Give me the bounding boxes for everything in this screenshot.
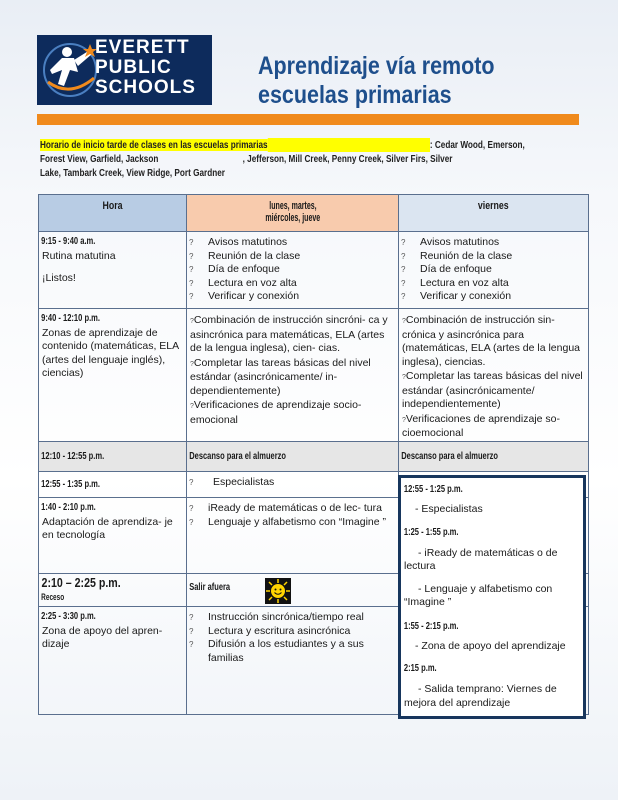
fri-item-5: - Salida temprano: Viernes de mejora del aprendizaje xyxy=(404,683,557,709)
fri-item-2: - iReady de matemáticas o de lectura xyxy=(404,546,558,572)
row1-weekdays: ? Avisos matutinos ? Reunión de la clase ? Día de enfoque ? Lectura en voz alta ? Verificar y conexión xyxy=(187,232,399,309)
row5-lmj1: iReady de matemáticas o de lec- tura xyxy=(208,502,382,514)
list-item: Lectura en voz alta xyxy=(208,276,297,289)
row4-lmj: Especialistas xyxy=(213,476,275,488)
list-item: Día de enfoque xyxy=(420,263,492,275)
row1-friday: ? Avisos matutinos ? Reunión de la clase ? Día de enfoque ? Lectura en voz alta ? Verificar y conexión xyxy=(399,232,589,309)
row6-time-cell xyxy=(39,574,187,607)
row6-weekdays xyxy=(187,574,399,607)
row4-time-cell xyxy=(39,472,187,498)
fri-item-3: - Lenguaje y alfabetismo con “Imagine ” xyxy=(404,582,553,608)
row3-time: 12:10 - 12:55 p.m. xyxy=(41,450,105,462)
row2-weekdays: ?Combinación de instrucción sincróni- ca y asincrónica para matemáticas, ELA (artes de la lengua inglesa), cien- cias. ?Completar las tareas básicas del nivel estándar (asincrónicamente/ in- dependientemente) ?Verificaciones de aprendizaje socio- emocional xyxy=(187,309,399,442)
list-item: Difusión a los estudiantes y a sus familias xyxy=(208,638,364,664)
district-logo xyxy=(37,35,212,105)
row4-weekdays: ? Especialistas xyxy=(187,472,399,498)
row7-time-cell xyxy=(39,607,187,715)
header-viernes: viernes xyxy=(399,195,589,232)
row2-lmj-p1: Combinación de instrucción sincróni- ca y asincrónica para matemáticas, ELA (artes de la lengua inglesa), cien- cias. xyxy=(190,314,388,354)
header-weekdays: lunes, martes, miércoles, jueve xyxy=(187,195,399,232)
row2-lmj-p2: Completar las tareas básicas del nivel estándar (asincrónicamente/ in- dependientemente) xyxy=(190,356,371,397)
row4-time: 12:55 - 1:35 p.m. xyxy=(41,478,100,490)
title-line-1: Aprendizaje vía remoto xyxy=(258,52,495,80)
table-row xyxy=(39,309,589,442)
row3-friday xyxy=(399,442,589,472)
list-item: Verificar y conexión xyxy=(208,290,300,302)
row6-time: 2:10 – 2:25 p.m. xyxy=(41,576,121,590)
row2-label: Zonas de aprendizaje de contenido (matemáticas, ELA (artes del lenguaje inglés), ciencias) xyxy=(42,326,179,379)
row7-label: Zona de apoyo del apren- dizaje xyxy=(42,624,163,650)
row6-sub: Receso xyxy=(41,591,65,602)
fri-time-1: 12:55 - 1:25 p.m. xyxy=(403,483,463,495)
row1-time-cell xyxy=(39,232,187,309)
header-row xyxy=(39,195,589,232)
fri-time-4: 2:15 p.m. xyxy=(403,662,437,674)
note-part3: , Jefferson, Mill Creek, Penny Creek, Silver Firs, Silver xyxy=(242,153,453,165)
row2-time: 9:40 - 12:10 p.m. xyxy=(41,312,100,324)
row3-time-cell xyxy=(39,442,187,472)
row5-lmj2: Lenguaje y alfabetismo con “Imagine ” xyxy=(208,515,387,528)
row5-label: Adaptación de aprendiza- je en tecnología xyxy=(42,515,173,541)
late-start-note xyxy=(40,138,525,180)
list-item: Avisos matutinos xyxy=(420,236,500,248)
row1-sublabel: ¡Listos! xyxy=(42,272,76,284)
list-item: Lectura y escritura asincrónica xyxy=(208,624,351,637)
list-item: Lectura en voz alta xyxy=(420,276,509,289)
row2-time-cell xyxy=(39,309,187,442)
header-hora: Hora xyxy=(39,195,187,232)
list-item: Reunión de la clase xyxy=(420,249,513,262)
note-part4: Lake, Tambark Creek, View Ridge, Port Gardner xyxy=(40,167,225,179)
row1-time: 9:15 - 9:40 a.m. xyxy=(41,235,96,247)
table-row xyxy=(39,232,589,309)
list-item: Reunión de la clase xyxy=(208,249,301,262)
logo-line-3: SCHOOLS xyxy=(95,77,196,98)
fri-item-1: - Especialistas xyxy=(415,503,483,515)
note-part2: Forest View, Garfield, Jackson xyxy=(40,153,159,165)
row3-vie: Descanso para el almuerzo xyxy=(401,451,498,462)
list-item: Día de enfoque xyxy=(208,263,280,275)
row5-weekdays: ? iReady de matemáticas o de lec- tura ? Lenguaje y alfabetismo con “Imagine ” xyxy=(187,498,399,574)
row6-lmj: Salir afuera xyxy=(189,582,231,593)
row7-weekdays: ? Instrucción sincrónica/tiempo real ? Lectura y escritura asincrónica ? Difusión a los estudiantes y a sus familias xyxy=(187,607,399,715)
logo-line-2: PUBLIC xyxy=(95,57,172,78)
friday-afternoon-box xyxy=(398,475,586,719)
note-highlight: Horario de inicio tarde de clases en las escuelas primarias xyxy=(40,139,268,151)
row5-time-cell xyxy=(39,498,187,574)
note-part1: : Cedar Wood, Emerson, xyxy=(429,139,525,151)
row2-friday: ?Combinación de instrucción sin- crónica y asincrónica para (matemáticas, ELA (artes de la lengua inglesa), ciencias. ?Completar las tareas básicas del nivel estándar (asincrónicamente/ independientemente) ?Verificaciones de aprendizaje so- cioemocional xyxy=(399,309,589,442)
fri-time-2: 1:25 - 1:55 p.m. xyxy=(403,525,459,538)
row1-label: Rutina matutina xyxy=(42,249,116,262)
list-item: Verificar y conexión xyxy=(420,290,512,302)
list-item: Instrucción sincrónica/tiempo real xyxy=(208,611,364,623)
row2-vie-p2: Completar las tareas básicas del nivel estándar (asincrónicamente/ independientemente) xyxy=(402,370,583,410)
row5-time: 1:40 - 2:10 p.m. xyxy=(41,501,96,513)
logo-text xyxy=(95,38,196,98)
smiley-sun-icon xyxy=(265,578,291,604)
logo-line-1: EVERETT xyxy=(95,37,190,58)
row3-lmj: Descanso para el almuerzo xyxy=(189,451,286,462)
orange-divider xyxy=(37,114,579,125)
row2-vie-p3: Verificaciones de aprendizaje so- cioemocional xyxy=(402,412,560,439)
row2-vie-p1: Combinación de instrucción sin- crónica y asincrónica para (matemáticas, ELA (artes de la lengua inglesa), ciencias. xyxy=(402,314,581,368)
table-row xyxy=(39,442,589,472)
row3-weekdays xyxy=(187,442,399,472)
page-title xyxy=(258,52,495,110)
list-item: Avisos matutinos xyxy=(208,236,288,248)
fri-item-4: - Zona de apoyo del aprendizaje xyxy=(415,639,566,652)
title-line-2: escuelas primarias xyxy=(258,81,452,109)
row7-time: 2:25 - 3:30 p.m. xyxy=(41,610,96,622)
fri-time-3: 1:55 - 2:15 p.m. xyxy=(403,619,459,632)
row2-lmj-p3: Verificaciones de aprendizaje socio- emocional xyxy=(190,399,362,426)
logo-figure-icon xyxy=(40,38,100,102)
